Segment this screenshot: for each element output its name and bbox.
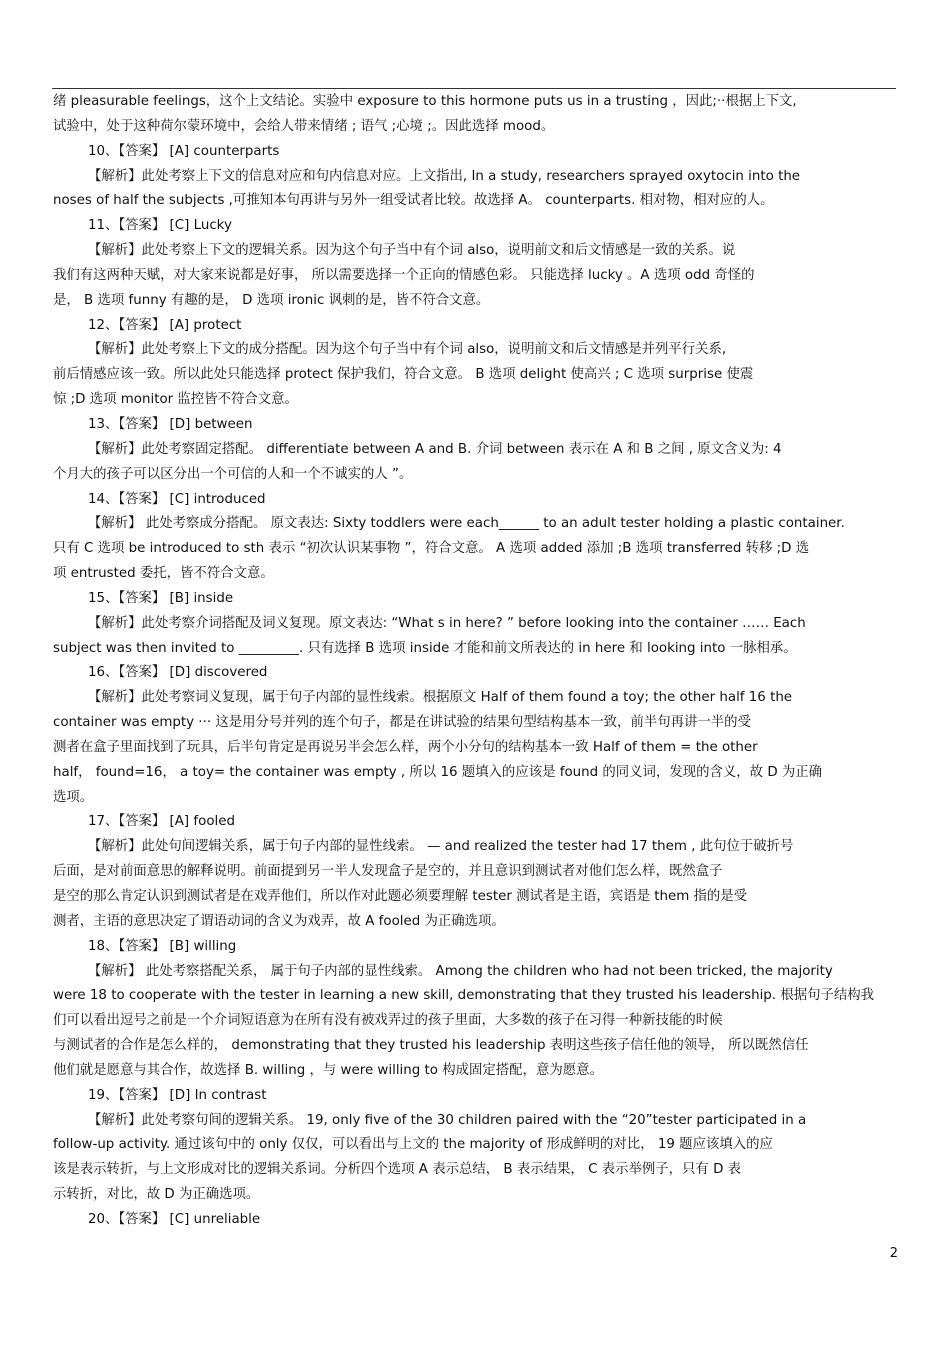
answer-heading-12: 12、【答案】 [A] protect [88,317,242,333]
explanation-11: 【解析】此处考察上下文的逻辑关系。因为这个句子当中有个词 also，说明前文和后文情感是一致的关系。说 [88,243,736,259]
text-line: 测者，主语的意思决定了谓语动词的含义为戏弄，故 A fooled 为正确选项。 [53,913,505,929]
text-line: 测者在盒子里面找到了玩具，后半句肯定是再说另半会怎么样，两个小分句的结构基本一致 Half of them = the other [53,739,758,755]
text-line: noses of half the subjects ,可推知本句再讲与另外一组受试者比较。故选择 A。 counterparts. 相对物，相对应的人。 [53,193,774,209]
text-line: subject was then invited to _________. 只有选择 B 选项 inside 才能和前文所表达的 in here 和 looking into 一脉相承。 [53,640,797,656]
explanation-17: 【解析】此处句间逻辑关系，属于句子内部的显性线索。 — and realized the tester had 17 them , 此句位于破折号 [88,839,794,855]
answer-explanations [53,90,897,1233]
text-line: 后面，是对前面意思的解释说明。前面提到另一半人发现盒子是空的，并且意识到测试者对他们怎么样，既然盒子 [53,864,723,880]
explanation-13: 【解析】此处考察固定搭配。 differentiate between A and B. 介词 between 表示在 A 和 B 之间 , 原文含义为: 4 [88,441,782,457]
explanation-16: 【解析】此处考察词义复现，属于句子内部的显性线索。根据原文 Half of them found a toy; the other half 16 the [88,690,793,706]
explanation-10: 【解析】此处考察上下文的信息对应和句内信息对应。上文指出, In a study, researchers sprayed oxytocin into the [88,168,801,184]
answer-heading-17: 17、【答案】 [A] fooled [88,814,235,830]
answer-heading-11: 11、【答案】 [C] Lucky [88,218,232,234]
answer-heading-13: 13、【答案】 [D] between [88,416,253,432]
text-line: half， found=16， a toy= the container was empty , 所以 16 题填入的应该是 found 的同义词，发现的含义，故 D 为正确 [53,764,823,780]
text-line: 们可以看出逗号之前是一个介词短语意为在所有没有被戏弄过的孩子里面，大多数的孩子在习得一种新技能的时候 [53,1013,723,1029]
text-line: 个月大的孩子可以区分出一个可信的人和一个不诚实的人 ”。 [53,466,413,482]
text-line: 示转折，对比，故 D 为正确选项。 [53,1187,260,1203]
explanation-14: 【解析】 此处考察成分搭配。 原文表达: Sixty toddlers were each______ to an adult tester holding a plastic container. [88,516,845,532]
answer-heading-19: 19、【答案】 [D] In contrast [88,1087,267,1103]
explanation-19: 【解析】此处考察句间的逻辑关系。 19, only five of the 30 children paired with the “20”tester participated in a [88,1112,807,1128]
text-line: 绪 pleasurable feelings，这个上文结论。实验中 exposure to this hormone puts us in a trusting ，因此;··根据上下文, [53,94,797,109]
text-line: 选项。 [53,789,94,805]
answer-heading-14: 14、【答案】 [C] introduced [88,491,266,507]
explanation-12: 【解析】此处考察上下文的成分搭配。因为这个句子当中有个词 also，说明前文和后文情感是并列平行关系, [88,342,727,358]
text-line: follow-up activity. 通过该句中的 only 仅仅，可以看出与上文的 the majority of 形成鲜明的对比， 19 题应该填入的应 [53,1137,773,1153]
header-rule [52,88,896,89]
text-line: 我们有这两种天赋，对大家来说都是好事， 所以需要选择一个正向的情感色彩。 只能选择 lucky 。A 选项 odd 奇怪的 [53,267,755,283]
answer-heading-10: 10、【答案】 [A] counterparts [88,143,280,159]
text-line: container was empty ··· 这是用分号并列的连个句子，都是在讲试验的结果句型结构基本一致，前半句再讲一半的受 [53,715,751,731]
text-line: 只有 C 选项 be introduced to sth 表示 “初次认识某事物 ”，符合文意。 A 选项 added 添加 ;B 选项 transferred 转移 ;D 选 [53,541,810,557]
text-line: 是， B 选项 funny 有趣的是， D 选项 ironic 讽刺的是，皆不符合文意。 [53,292,490,308]
answer-heading-20: 20、【答案】 [C] unreliable [88,1211,261,1227]
text-line: were 18 to cooperate with the tester in learning a new skill, demonstrating that they trusted his leadership. 根据句子结构我 [53,988,875,1004]
explanation-18: 【解析】 此处考察搭配关系， 属于句子内部的显性线索。 Among the children who had not been tricked, the majority [88,963,833,979]
page-number: 2 [889,1246,898,1261]
text-line: 与测试者的合作是怎么样的， demonstrating that they trusted his leadership 表明这些孩子信任他的领导， 所以既然信任 [53,1038,809,1054]
answer-heading-18: 18、【答案】 [B] willing [88,938,237,954]
explanation-15: 【解析】此处考察介词搭配及词义复现。原文表达: “What s in here? ” before looking into the container …… Each [88,615,806,631]
text-line: 他们就是愿意与其合作，故选择 B. willing ，与 were willing to 构成固定搭配，意为愿意。 [53,1062,603,1078]
text-line: 惊 ;D 选项 monitor 监控皆不符合文意。 [53,392,298,408]
text-line: 项 entrusted 委托，皆不符合文意。 [53,566,274,582]
answer-heading-16: 16、【答案】 [D] discovered [88,665,268,681]
text-line: 是空的那么肯定认识到测试者是在戏弄他们，所以作对此题必须要理解 tester 测试者是主语，宾语是 them 指的是受 [53,889,748,904]
text-line: 前后情感应该一致。所以此处只能选择 protect 保护我们，符合文意。 B 选项 delight 使高兴 ; C 选项 surprise 使震 [53,367,754,383]
text-line: 该是表示转折，与上文形成对比的逻辑关系词。分析四个选项 A 表示总结， B 表示结果， C 表示举例子，只有 D 表 [53,1162,742,1178]
answer-heading-15: 15、【答案】 [B] inside [88,590,234,606]
text-line: 试验中，处于这种荷尔蒙环境中，会给人带来情绪 ; 语气 ;心境 ;。因此选择 mood。 [53,118,555,134]
